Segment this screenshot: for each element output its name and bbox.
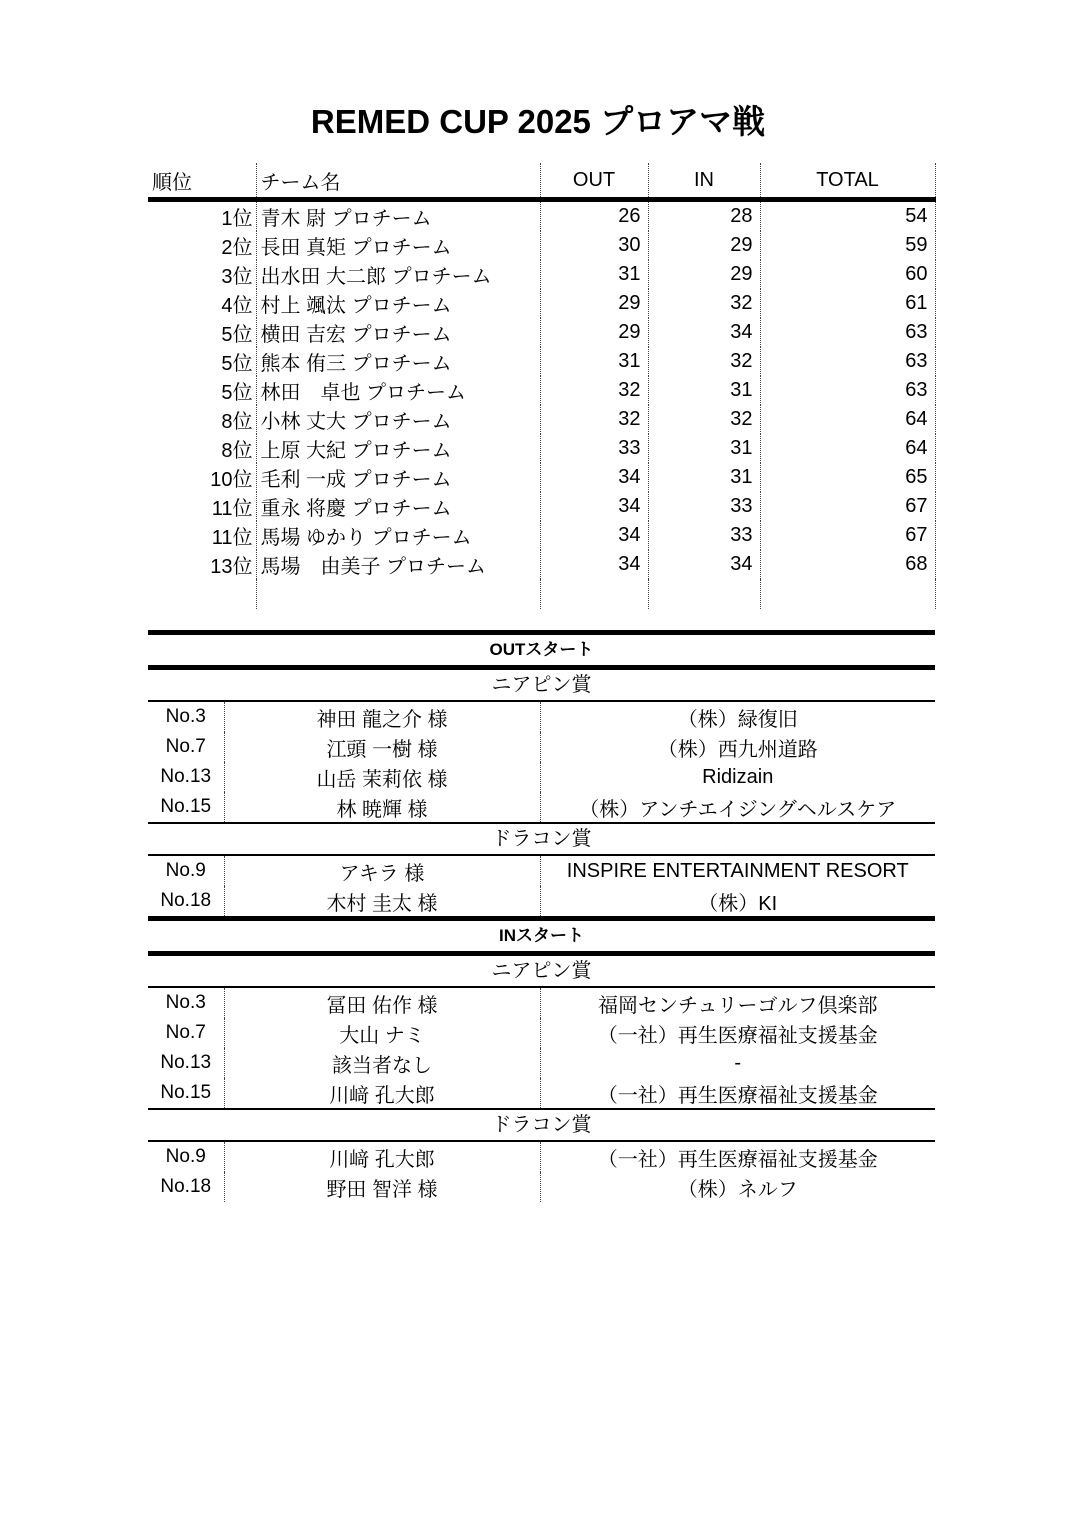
total-cell: 60 — [760, 260, 935, 289]
table-row — [148, 550, 935, 579]
total-cell: 67 — [760, 492, 935, 521]
team-cell: 熊本 侑三 プロチーム — [256, 347, 540, 376]
team-cell: 長田 真矩 プロチーム — [256, 231, 540, 260]
table-row — [148, 200, 935, 232]
in-cell: 33 — [648, 492, 760, 521]
results-header-row — [148, 163, 935, 200]
column-header-out: OUT — [540, 163, 648, 200]
out-cell: 34 — [540, 492, 648, 521]
total-cell: 59 — [760, 231, 935, 260]
award-title-dracon-in: ドラコン賞 — [148, 1108, 935, 1142]
team-cell: 上原 大紀 プロチーム — [256, 434, 540, 463]
in-cell: 31 — [648, 463, 760, 492]
column-header-team: チーム名 — [256, 163, 540, 200]
column-header-rank: 順位 — [148, 163, 256, 200]
hole-cell: No.13 — [148, 762, 224, 792]
total-cell: 67 — [760, 521, 935, 550]
in-cell: 31 — [648, 434, 760, 463]
total-cell: 61 — [760, 289, 935, 318]
total-cell: 68 — [760, 550, 935, 579]
prize-row — [148, 1172, 935, 1202]
winner-name-cell: 川﨑 孔大郎 — [224, 1078, 540, 1108]
total-cell: 63 — [760, 318, 935, 347]
table-row — [148, 347, 935, 376]
winner-name-cell: 林 暁輝 様 — [224, 792, 540, 822]
table-row — [148, 231, 935, 260]
in-cell: 32 — [648, 347, 760, 376]
winner-name-cell: 神田 龍之介 様 — [224, 702, 540, 732]
total-cell: 64 — [760, 434, 935, 463]
out-cell: 29 — [540, 289, 648, 318]
total-cell: 65 — [760, 463, 935, 492]
rank-cell: 8位 — [148, 434, 256, 463]
hole-cell: No.7 — [148, 1018, 224, 1048]
out-cell: 34 — [540, 463, 648, 492]
prize-row — [148, 988, 935, 1018]
in-cell: 28 — [648, 200, 760, 232]
rank-cell: 13位 — [148, 550, 256, 579]
out-cell: 26 — [540, 200, 648, 232]
company-cell: （株）KI — [698, 892, 778, 915]
in-cell: 29 — [648, 260, 760, 289]
total-cell: 64 — [760, 405, 935, 434]
total-cell: 54 — [760, 200, 935, 232]
nearpin-in-table — [148, 988, 935, 1108]
team-cell: 重永 将慶 プロチーム — [256, 492, 540, 521]
in-cell: 34 — [648, 318, 760, 347]
team-cell: 出水田 大二郎 プロチーム — [256, 260, 540, 289]
nearpin-out-table — [148, 702, 935, 822]
in-cell: 34 — [648, 550, 760, 579]
in-cell: 31 — [648, 376, 760, 405]
prize-row — [148, 732, 935, 762]
hole-cell: No.9 — [148, 856, 224, 886]
company-cell: Ridizain — [702, 765, 774, 788]
company-cell: （株）緑復旧 — [677, 708, 798, 731]
table-spacer-row — [148, 579, 935, 609]
winner-name-cell: 大山 ナミ — [224, 1018, 540, 1048]
hole-cell: No.18 — [148, 1172, 224, 1202]
winner-name-cell: 山岳 茉莉依 様 — [224, 762, 540, 792]
table-row — [148, 405, 935, 434]
rank-cell: 1位 — [148, 200, 256, 232]
dracon-out-table — [148, 856, 935, 916]
rank-cell: 5位 — [148, 376, 256, 405]
rank-cell: 10位 — [148, 463, 256, 492]
page-title: REMED CUP 2025 プロアマ戦 — [310, 103, 766, 140]
team-cell: 青木 尉 プロチーム — [256, 200, 540, 232]
winner-name-cell: 江頭 一樹 様 — [224, 732, 540, 762]
rank-cell: 5位 — [148, 347, 256, 376]
rank-cell: 2位 — [148, 231, 256, 260]
prize-row — [148, 1142, 935, 1172]
dracon-in-table — [148, 1142, 935, 1202]
table-row — [148, 376, 935, 405]
team-cell: 村上 颯汰 プロチーム — [256, 289, 540, 318]
rank-cell: 3位 — [148, 260, 256, 289]
prize-row — [148, 792, 935, 822]
team-cell: 馬場 由美子 プロチーム — [256, 550, 540, 579]
table-row — [148, 260, 935, 289]
winner-name-cell: アキラ 様 — [224, 856, 540, 886]
company-cell: （株）アンチエイジングヘルスケア — [579, 798, 897, 821]
company-cell: （株）西九州道路 — [657, 738, 818, 761]
hole-cell: No.3 — [148, 702, 224, 732]
team-cell: 小林 丈大 プロチーム — [256, 405, 540, 434]
company-cell: （株）ネルフ — [677, 1178, 798, 1201]
hole-cell: No.18 — [148, 886, 224, 916]
company-cell: （一社）再生医療福祉支援基金 — [597, 1148, 878, 1171]
prize-row — [148, 762, 935, 792]
prize-row — [148, 1078, 935, 1108]
rank-cell: 4位 — [148, 289, 256, 318]
winner-name-cell: 野田 智洋 様 — [224, 1172, 540, 1202]
prize-row — [148, 702, 935, 732]
hole-cell: No.9 — [148, 1142, 224, 1172]
team-cell: 毛利 一成 プロチーム — [256, 463, 540, 492]
award-title-nearpin-in: ニアピン賞 — [148, 956, 935, 988]
column-header-in: IN — [648, 163, 760, 200]
in-cell: 32 — [648, 405, 760, 434]
rank-cell: 11位 — [148, 492, 256, 521]
company-cell: INSPIRE ENTERTAINMENT RESORT — [566, 859, 909, 882]
table-row — [148, 434, 935, 463]
hole-cell: No.3 — [148, 988, 224, 1018]
hole-cell: No.15 — [148, 1078, 224, 1108]
award-title-nearpin-out: ニアピン賞 — [148, 670, 935, 702]
table-row — [148, 492, 935, 521]
hole-cell: No.15 — [148, 792, 224, 822]
column-header-total: TOTAL — [760, 163, 935, 200]
company-cell: 福岡センチュリーゴルフ倶楽部 — [598, 994, 878, 1017]
company-cell: - — [734, 1051, 742, 1074]
rank-cell: 8位 — [148, 405, 256, 434]
rank-cell: 11位 — [148, 521, 256, 550]
hole-cell: No.7 — [148, 732, 224, 762]
out-cell: 32 — [540, 376, 648, 405]
team-cell: 馬場 ゆかり プロチーム — [256, 521, 540, 550]
prize-row — [148, 856, 935, 886]
rank-cell: 5位 — [148, 318, 256, 347]
winner-name-cell: 冨田 佑作 様 — [224, 988, 540, 1018]
team-cell: 林田 卓也 プロチーム — [256, 376, 540, 405]
total-cell: 63 — [760, 376, 935, 405]
prize-row — [148, 1018, 935, 1048]
table-row — [148, 318, 935, 347]
in-cell: 29 — [648, 231, 760, 260]
out-cell: 30 — [540, 231, 648, 260]
out-cell: 34 — [540, 550, 648, 579]
hole-cell: No.13 — [148, 1048, 224, 1078]
out-cell: 32 — [540, 405, 648, 434]
winner-name-cell: 木村 圭太 様 — [224, 886, 540, 916]
out-cell: 31 — [540, 260, 648, 289]
results-table — [148, 163, 936, 609]
out-cell: 29 — [540, 318, 648, 347]
document-content — [148, 163, 935, 1202]
table-row — [148, 289, 935, 318]
table-row — [148, 463, 935, 492]
out-cell: 34 — [540, 521, 648, 550]
table-row — [148, 521, 935, 550]
winner-name-cell: 該当者なし — [224, 1048, 540, 1078]
in-cell: 32 — [648, 289, 760, 318]
award-title-dracon-out: ドラコン賞 — [148, 822, 935, 856]
out-cell: 33 — [540, 434, 648, 463]
team-cell: 横田 吉宏 プロチーム — [256, 318, 540, 347]
total-cell: 63 — [760, 347, 935, 376]
out-cell: 31 — [540, 347, 648, 376]
section-title-out-start: OUTスタート — [148, 630, 935, 670]
section-title-in-start: INスタート — [148, 916, 935, 956]
company-cell: （一社）再生医療福祉支援基金 — [597, 1084, 878, 1107]
winner-name-cell: 川﨑 孔大郎 — [224, 1142, 540, 1172]
prize-row — [148, 1048, 935, 1078]
prize-row — [148, 886, 935, 916]
company-cell: （一社）再生医療福祉支援基金 — [597, 1024, 878, 1047]
in-cell: 33 — [648, 521, 760, 550]
